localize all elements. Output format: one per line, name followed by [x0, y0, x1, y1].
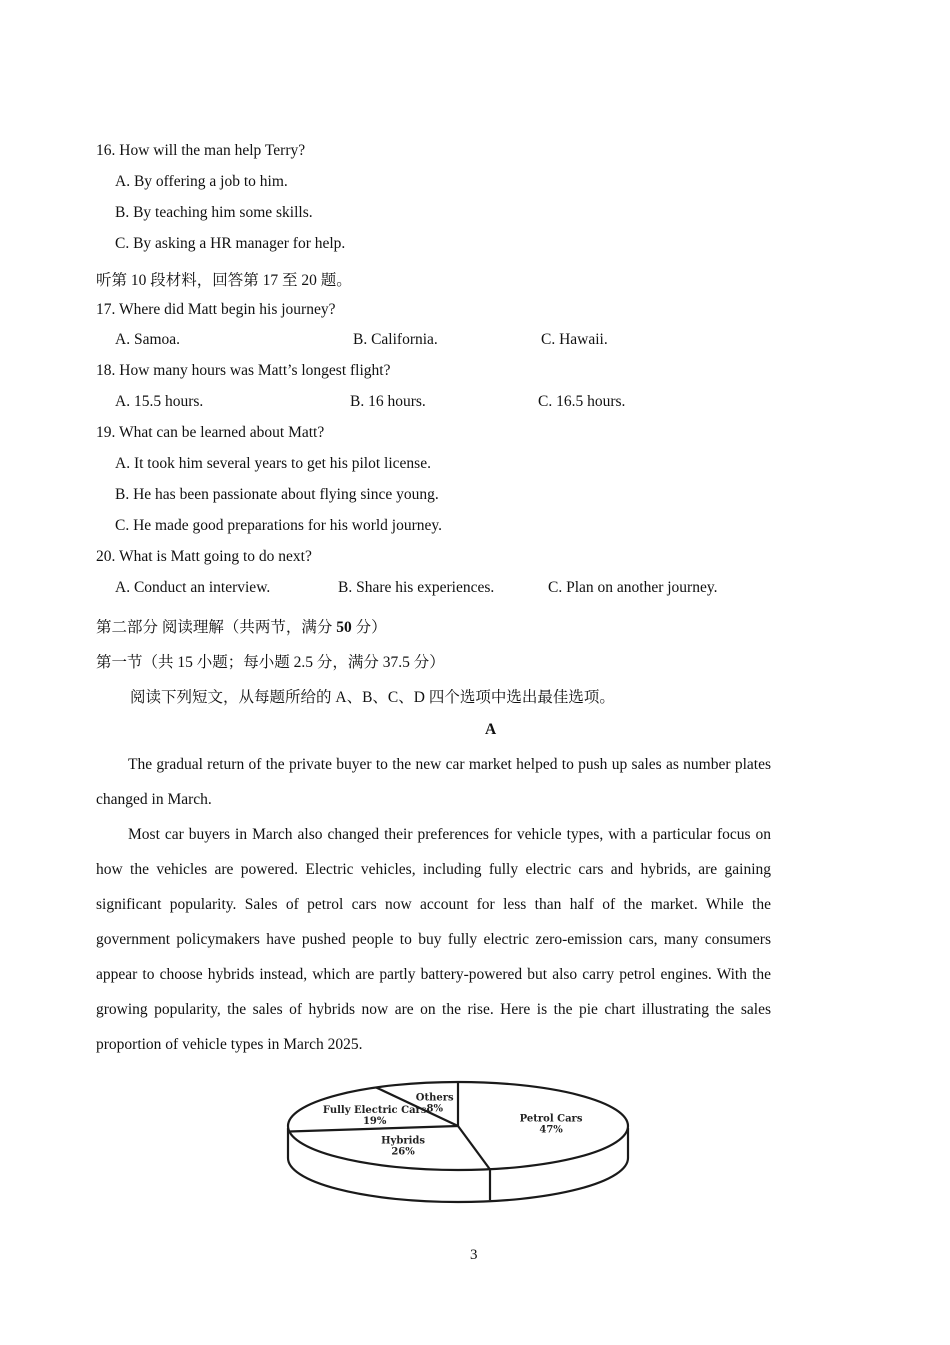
page-number: 3 [470, 1247, 478, 1263]
pie-slice-label-1: Hybrids [381, 1135, 426, 1147]
question-18-option-c: C. 16.5 hours. [538, 393, 626, 410]
question-20-option-b: B. Share his experiences. [338, 579, 495, 596]
question-16-option-a: A. By offering a job to him. [115, 173, 288, 190]
question-20-option-a: A. Conduct an interview. [115, 579, 271, 596]
question-19-option-b: B. He has been passionate about flying since young. [115, 486, 439, 503]
question-18-option-a: A. 15.5 hours. [115, 393, 204, 410]
part2-heading: 第二部分 阅读理解（共两节，满分 50 分） [96, 619, 387, 636]
listening-instruction: 听第 10 段材料，回答第 17 至 20 题。 [96, 272, 352, 289]
question-17-option-a: A. Samoa. [115, 331, 181, 348]
question-20-option-c: C. Plan on another journey. [548, 579, 718, 596]
question-19-stem: 19. What can be learned about Matt? [96, 424, 325, 441]
pie-slice-value-3: 8% [426, 1103, 443, 1115]
pie-slice-label-2: Fully Electric Cars [322, 1105, 427, 1117]
pie-slice-label-3: Others [415, 1092, 454, 1104]
pie-slice-value-2: 19% [362, 1116, 387, 1128]
question-16-option-c: C. By asking a HR manager for help. [115, 235, 346, 252]
question-16-stem: 16. How will the man help Terry? [96, 142, 306, 159]
question-18-option-b: B. 16 hours. [350, 393, 426, 410]
question-20-stem: 20. What is Matt going to do next? [96, 548, 312, 565]
passage-label: A [485, 721, 497, 738]
question-18-stem: 18. How many hours was Matt’s longest flight? [96, 362, 391, 379]
passage-paragraph-1: The gradual return of the private buyer to the new car market helped to push up sales as number plates changed in March. [96, 756, 771, 808]
question-16-option-b: B. By teaching him some skills. [115, 204, 313, 221]
question-19-option-c: C. He made good preparations for his world journey. [115, 517, 442, 534]
section1-heading: 第一节（共 15 小题；每小题 2.5 分，满分 37.5 分） [96, 654, 445, 671]
pie-chart [280, 1070, 640, 1210]
passage-paragraph-2: Most car buyers in March also changed their preferences for vehicle types, with a particular focus on how the vehicles are powered. Electric vehicles, including fully electric cars and hybrids, are gaining significant popularity. Sales of petrol cars now account for less than half of the market. While the government policymakers have pushed people to buy fully electric zero-emission cars, many consumers appear to choose hybrids instead, which are partly battery-powered but also carry petrol engines. With the growing popularity, the sales of hybrids now are on the rise. Here is the pie chart illustrating the sales proportion of vehicle types in March 2025. [96, 826, 771, 1053]
question-17-option-b: B. California. [353, 331, 438, 348]
reading-instruction: 阅读下列短文，从每题所给的 A、B、C、D 四个选项中选出最佳选项。 [130, 689, 615, 706]
question-19-option-a: A. It took him several years to get his pilot license. [115, 455, 431, 472]
pie-slice-label-0: Petrol Cars [519, 1113, 583, 1125]
question-17-stem: 17. Where did Matt begin his journey? [96, 301, 336, 318]
question-17-option-c: C. Hawaii. [541, 331, 608, 348]
pie-slice-value-0: 47% [539, 1124, 563, 1136]
pie-slice-value-1: 26% [391, 1146, 415, 1158]
